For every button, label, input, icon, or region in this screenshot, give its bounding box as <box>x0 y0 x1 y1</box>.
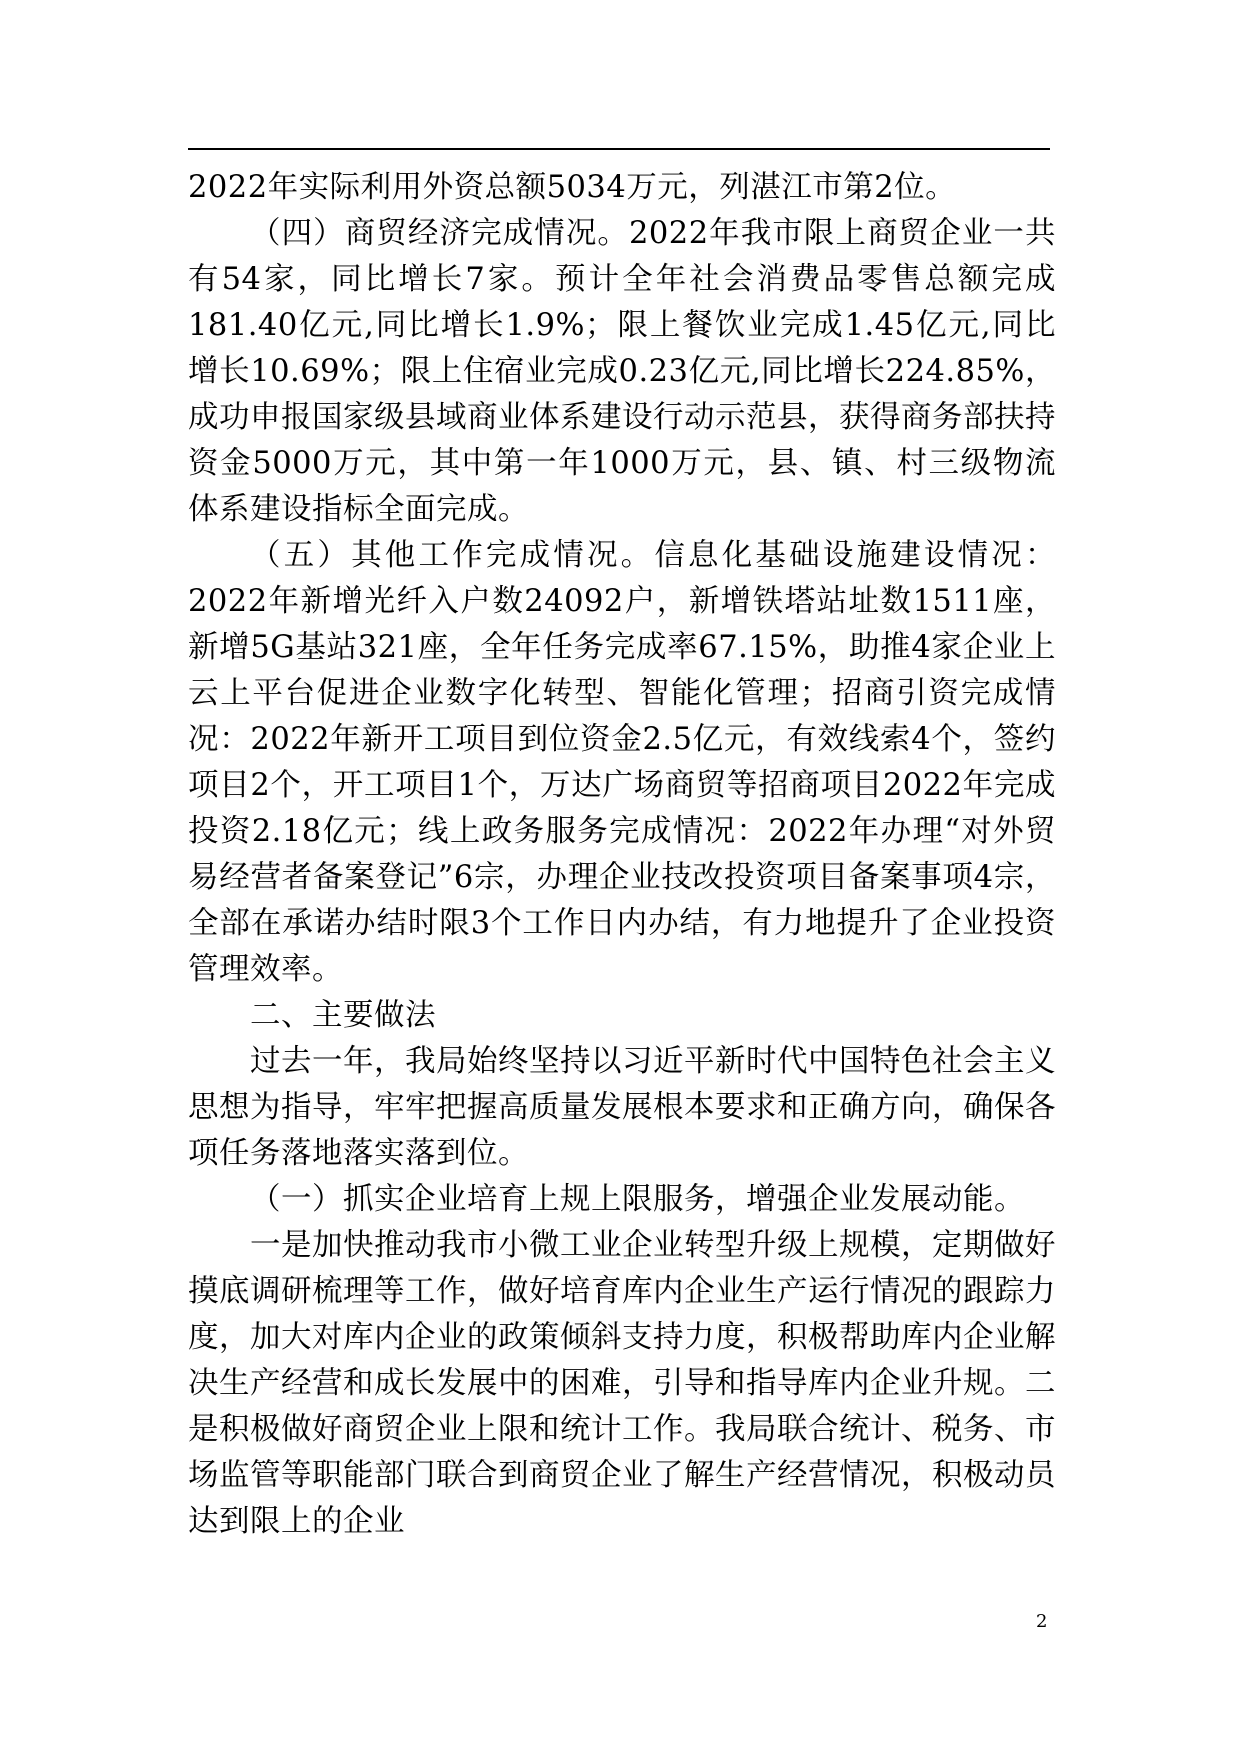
paragraph-3: （五）其他工作完成情况。信息化基础设施建设情况：2022年新增光纤入户数24092户，新增铁塔站址数1511座，新增5G基站321座，全年任务完成率67.15%，助推4家企业上云上平台促进企业数字化转型、智能化管理；招商引资完成情况：2022年新开工项目到位资金2.5亿元，有效线索4个，签约项目2个，开工项目1个，万达广场商贸等招商项目2022年完成投资2.18亿元；线上政务服务完成情况：2022年办理“对外贸易经营者备案登记”6宗，办理企业技改投资项目备案事项4宗，全部在承诺办结时限3个工作日内办结，有力地提升了企业投资管理效率。 <box>188 538 1056 987</box>
paragraph-1: 2022年实际利用外资总额5034万元，列湛江市第2位。 <box>188 170 957 205</box>
header-rule <box>188 148 1050 150</box>
paragraph-2: （四）商贸经济完成情况。2022年我市限上商贸企业一共有54家，同比增长7家。预计全年社会消费品零售总额完成181.40亿元,同比增长1.9%；限上餐饮业完成1.45亿元,同比增长10.69%；限上住宿业完成0.23亿元,同比增长224.85%，成功申报国家级县域商业体系建设行动示范县，获得商务部扶持资金5000万元，其中第一年1000万元，县、镇、村三级物流体系建设指标全面完成。 <box>188 216 1056 527</box>
document-body <box>188 165 1056 1545</box>
section-heading: 二、主要做法 <box>250 998 436 1033</box>
page-number: 2 <box>1036 1611 1048 1632</box>
subsection-heading: （一）抓实企业培育上规上限服务，增强企业发展动能。 <box>250 1182 1025 1217</box>
paragraph-4: 过去一年，我局始终坚持以习近平新时代中国特色社会主义思想为指导，牢牢把握高质量发展根本要求和正确方向，确保各项任务落地落实落到位。 <box>188 1044 1056 1171</box>
paragraph-5: 一是加快推动我市小微工业企业转型升级上规模，定期做好摸底调研梳理等工作，做好培育库内企业生产运行情况的跟踪力度，加大对库内企业的政策倾斜支持力度，积极帮助库内企业解决生产经营和成长发展中的困难，引导和指导库内企业升规。二是积极做好商贸企业上限和统计工作。我局联合统计、税务、市场监管等职能部门联合到商贸企业了解生产经营情况，积极动员达到限上的企业 <box>188 1228 1056 1539</box>
